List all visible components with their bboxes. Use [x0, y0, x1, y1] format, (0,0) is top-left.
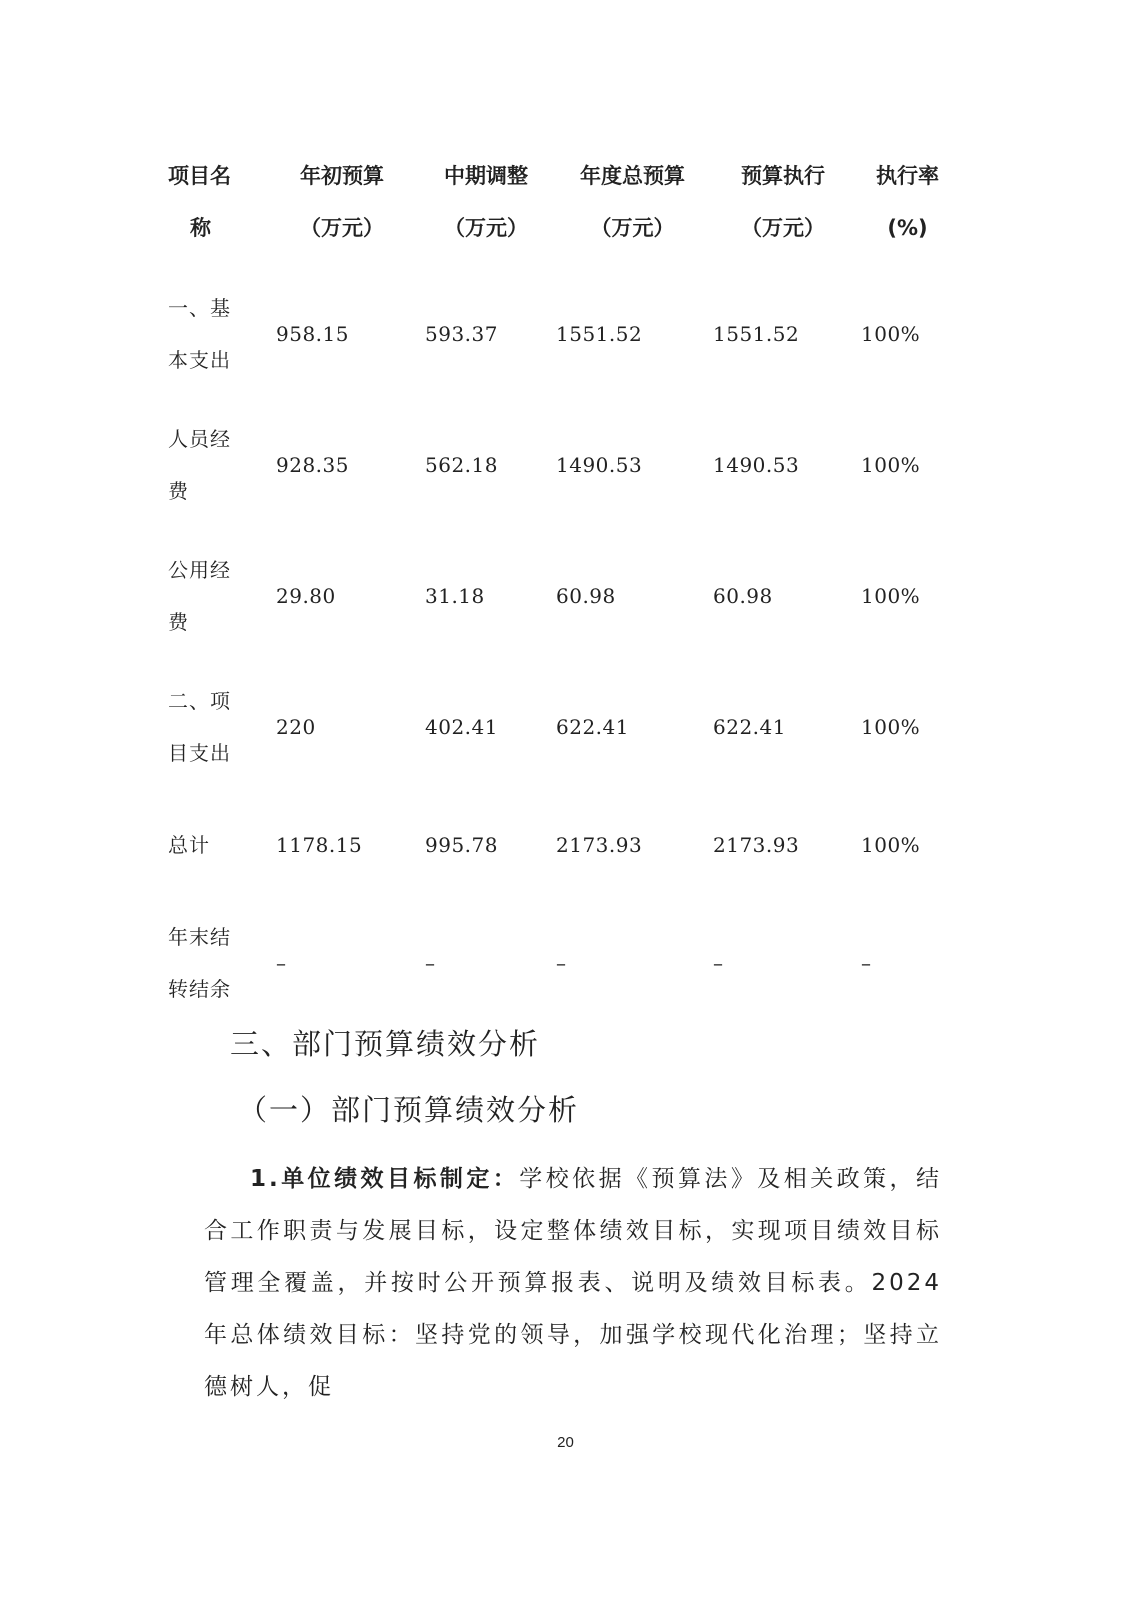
table-row — [168, 399, 958, 530]
header-line: （万元） — [444, 216, 528, 240]
table-row — [168, 792, 958, 897]
body-paragraph — [204, 1153, 942, 1413]
row-name-line: 一、基 — [168, 295, 231, 320]
cell-executed: 1551.52 — [713, 321, 800, 346]
row-name — [168, 661, 268, 792]
cell-adjust: 562.18 — [425, 452, 498, 477]
row-name-line: 总计 — [168, 832, 210, 857]
header-line: 称 — [190, 216, 211, 240]
row-name-line: 转结余 — [168, 976, 231, 1001]
cell-rate: 100% — [861, 583, 921, 608]
header-line: 执行率 — [876, 164, 939, 188]
row-name — [168, 268, 268, 399]
header-line: 项目名 — [168, 164, 231, 188]
row-name — [168, 792, 268, 897]
cell-initial: 928.35 — [276, 452, 349, 477]
budget-execution-table — [168, 150, 958, 1028]
row-name-line: 费 — [168, 609, 189, 634]
table-row — [168, 268, 958, 399]
row-name-line: 年末结 — [168, 924, 231, 949]
row-name-line: 本支出 — [168, 347, 231, 372]
cell-initial: – — [276, 950, 287, 975]
cell-rate: 100% — [861, 452, 921, 477]
cell-adjust: – — [425, 950, 436, 975]
paragraph-text: 学校依据《预算法》及相关政策，结合工作职责与发展目标，设定整体绩效目标，实现项目绩效目标管理全覆盖，并按时公开预算报表、说明及绩效目标表。2024 年总体绩效目标：坚持党的领导，加强学校现代化治理；坚持立德树人，促 — [204, 1166, 943, 1400]
cell-adjust: 402.41 — [425, 714, 498, 739]
cell-rate: – — [861, 950, 872, 975]
cell-rate: 100% — [861, 321, 921, 346]
subsection-heading: （一）部门预算绩效分析 — [238, 1093, 580, 1127]
cell-executed: 2173.93 — [713, 832, 800, 857]
cell-rate: 100% — [861, 832, 921, 857]
cell-adjust: 593.37 — [425, 321, 498, 346]
cell-initial: 220 — [276, 714, 316, 739]
paragraph-lead: 1.单位绩效目标制定： — [250, 1166, 520, 1192]
header-annual-total-budget — [556, 150, 709, 268]
cell-initial: 958.15 — [276, 321, 349, 346]
cell-executed: 60.98 — [713, 583, 773, 608]
cell-total: 1490.53 — [556, 452, 643, 477]
cell-total: 622.41 — [556, 714, 629, 739]
header-line: 年度总预算 — [580, 164, 685, 188]
row-name-line: 费 — [168, 478, 189, 503]
row-name — [168, 897, 268, 1028]
cell-total: 2173.93 — [556, 832, 643, 857]
page-number: 20 — [557, 1434, 574, 1451]
header-execution-rate — [857, 150, 958, 268]
cell-executed: 622.41 — [713, 714, 786, 739]
header-line: （万元） — [300, 216, 384, 240]
row-name-line: 二、项 — [168, 688, 231, 713]
cell-initial: 1178.15 — [276, 832, 363, 857]
cell-total: 60.98 — [556, 583, 616, 608]
header-initial-budget — [268, 150, 416, 268]
header-line: （万元） — [741, 216, 825, 240]
cell-total: – — [556, 950, 567, 975]
table-row — [168, 530, 958, 661]
cell-executed: 1490.53 — [713, 452, 800, 477]
table-row — [168, 897, 958, 1028]
cell-executed: – — [713, 950, 724, 975]
row-name-line: 公用经 — [168, 557, 231, 582]
header-line: 年初预算 — [300, 164, 384, 188]
header-line: (%) — [887, 216, 928, 240]
cell-rate: 100% — [861, 714, 921, 739]
header-budget-executed — [709, 150, 857, 268]
section-heading: 三、部门预算绩效分析 — [230, 1027, 541, 1061]
row-name — [168, 399, 268, 530]
table-header-row — [168, 150, 958, 268]
table-row — [168, 661, 958, 792]
row-name-line: 目支出 — [168, 740, 231, 765]
header-project-name — [168, 150, 268, 268]
cell-adjust: 31.18 — [425, 583, 485, 608]
header-line: 预算执行 — [741, 164, 825, 188]
header-line: （万元） — [590, 216, 675, 240]
header-mid-adjustment — [416, 150, 556, 268]
row-name — [168, 530, 268, 661]
cell-total: 1551.52 — [556, 321, 643, 346]
header-line: 中期调整 — [444, 164, 528, 188]
cell-initial: 29.80 — [276, 583, 336, 608]
cell-adjust: 995.78 — [425, 832, 498, 857]
row-name-line: 人员经 — [168, 426, 231, 451]
